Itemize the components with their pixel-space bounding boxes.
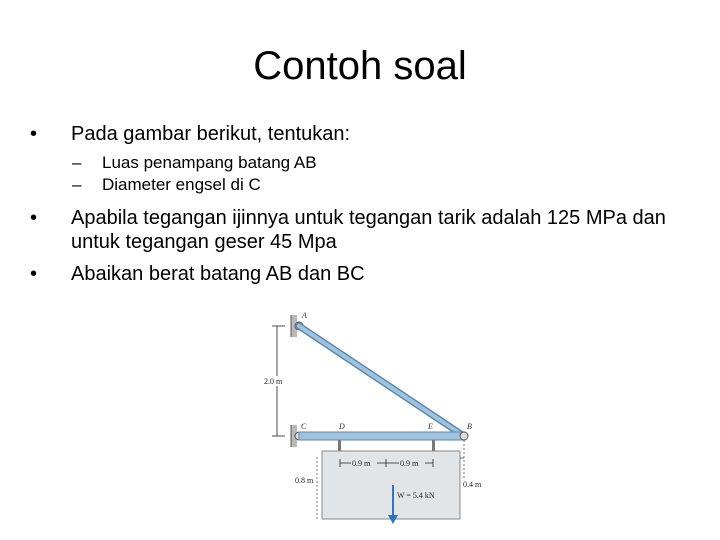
- sub-bullet-list: [30, 152, 690, 196]
- point-label-c: C: [301, 422, 307, 431]
- sub-bullet-item: [30, 152, 690, 174]
- dim-cd: 0.9 m: [352, 459, 371, 468]
- sub-bullet-item: [30, 174, 690, 196]
- bullet-text: Apabila tegangan ijinnya untuk tegangan tarik adalah 125 MPa dan untuk tegangan geser 45 Mpa: [71, 207, 666, 253]
- point-label-e: E: [428, 422, 433, 431]
- point-label-b: B: [467, 422, 472, 431]
- sub-bullet-text: Diameter engsel di C: [102, 175, 261, 194]
- truss-diagram: [255, 305, 495, 525]
- bullet-list: [30, 122, 690, 294]
- point-label-d: D: [339, 422, 345, 431]
- bullet-text: Pada gambar berikut, tentukan:: [71, 123, 351, 145]
- bullet-dot: •: [30, 263, 38, 285]
- bullet-item: [30, 122, 690, 146]
- dim-offset: 0.4 m: [463, 480, 482, 489]
- dim-height: 2.0 m: [264, 377, 283, 386]
- slide-title: Contoh soal: [253, 44, 467, 88]
- sub-bullet-text: Luas penampang batang AB: [102, 153, 317, 172]
- truss-figure: [255, 305, 495, 525]
- sub-bullet-dash: –: [72, 175, 82, 194]
- bullet-item: [30, 206, 690, 254]
- bar-cb: [299, 432, 465, 440]
- hanging-load-box: [322, 451, 460, 519]
- bullet-text: Abaikan berat batang AB dan BC: [71, 263, 365, 285]
- sub-bullet-dash: –: [72, 153, 82, 172]
- load-label: W = 5.4 kN: [397, 491, 435, 500]
- dim-de: 0.9 m: [400, 459, 419, 468]
- bullet-item: [30, 262, 690, 286]
- point-label-a: A: [302, 311, 307, 320]
- bullet-dot: •: [30, 207, 38, 229]
- bullet-dot: •: [30, 123, 38, 145]
- dim-box-height: 0.8 m: [295, 476, 314, 485]
